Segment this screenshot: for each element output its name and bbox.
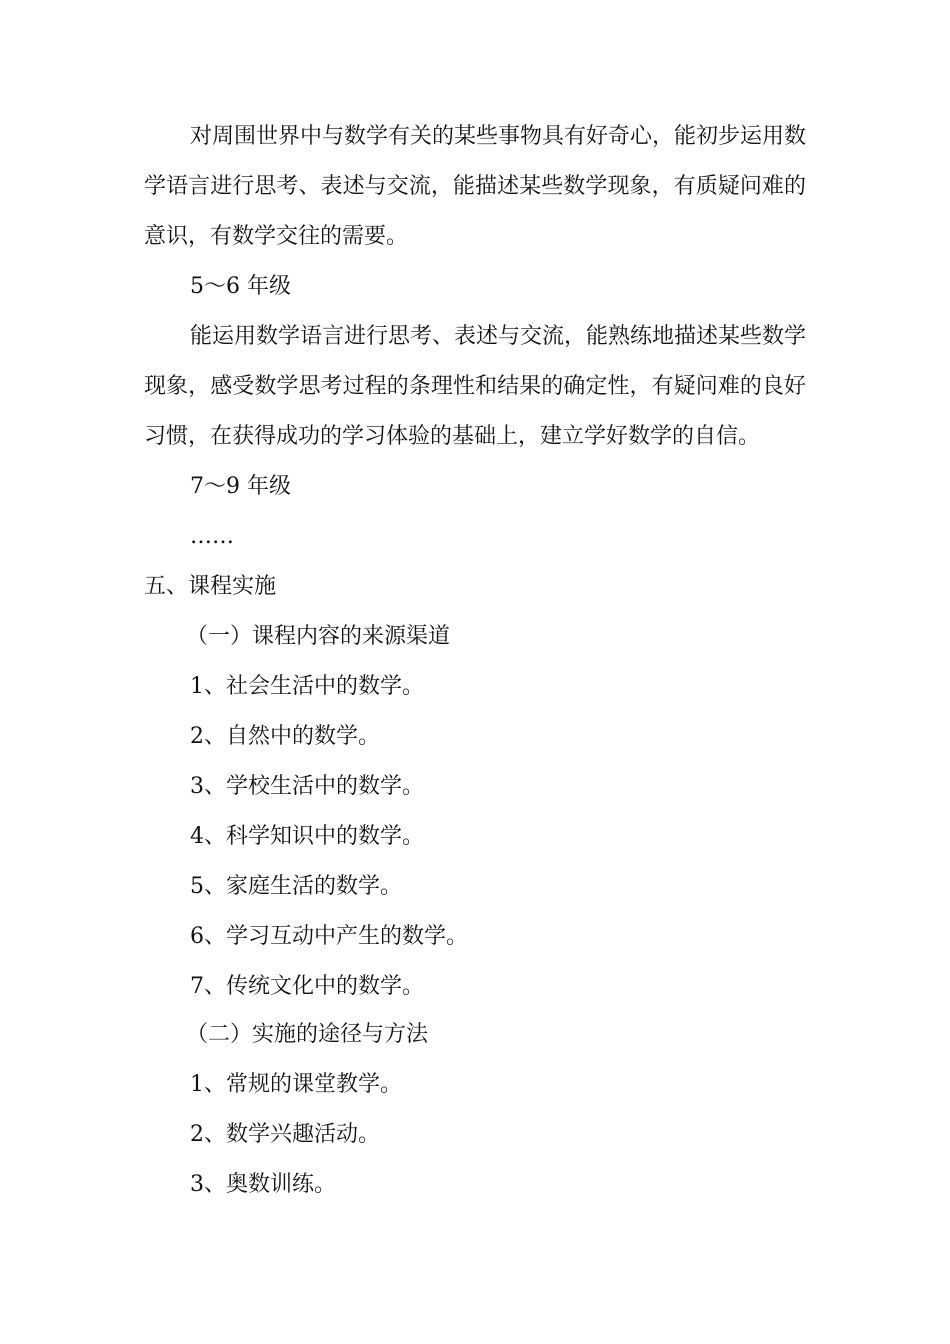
paragraph-1-line-1: 对周围世界中与数学有关的某些事物具有好奇心，能初步运用数 bbox=[190, 124, 807, 149]
subsection-2-title: （二）实施的途径与方法 bbox=[186, 1022, 429, 1047]
list-item: 5、家庭生活的数学。 bbox=[190, 874, 402, 899]
list-item: 1、社会生活中的数学。 bbox=[190, 674, 424, 699]
paragraph-1-line-3: 意识，有数学交往的需要。 bbox=[144, 224, 409, 249]
list-item: 6、学习互动中产生的数学。 bbox=[190, 924, 468, 949]
list-item: 4、科学知识中的数学。 bbox=[190, 824, 424, 849]
paragraph-2-line-1: 能运用数学语言进行思考、表述与交流，能熟练地描述某些数学 bbox=[190, 324, 807, 349]
grade-7-9-heading: 7～9 年级 bbox=[190, 474, 291, 499]
paragraph-2-line-2: 现象，感受数学思考过程的条理性和结果的确定性，有疑问难的良好 bbox=[144, 374, 806, 399]
list-item: 3、奥数训练。 bbox=[190, 1172, 336, 1197]
list-item: 7、传统文化中的数学。 bbox=[190, 974, 424, 999]
list-item: 3、学校生活中的数学。 bbox=[190, 774, 424, 799]
paragraph-1-line-2: 学语言进行思考、表述与交流，能描述某些数学现象，有质疑问难的 bbox=[144, 174, 806, 199]
grade-5-6-heading: 5～6 年级 bbox=[190, 274, 291, 299]
list-item: 1、常规的课堂教学。 bbox=[190, 1072, 402, 1097]
list-item: 2、自然中的数学。 bbox=[190, 724, 380, 749]
list-item: 2、数学兴趣活动。 bbox=[190, 1122, 380, 1147]
ellipsis: …… bbox=[190, 524, 234, 549]
section-5-title: 五、课程实施 bbox=[144, 574, 277, 599]
subsection-1-title: （一）课程内容的来源渠道 bbox=[186, 624, 451, 649]
paragraph-2-line-3: 习惯，在获得成功的学习体验的基础上，建立学好数学的自信。 bbox=[144, 424, 761, 449]
